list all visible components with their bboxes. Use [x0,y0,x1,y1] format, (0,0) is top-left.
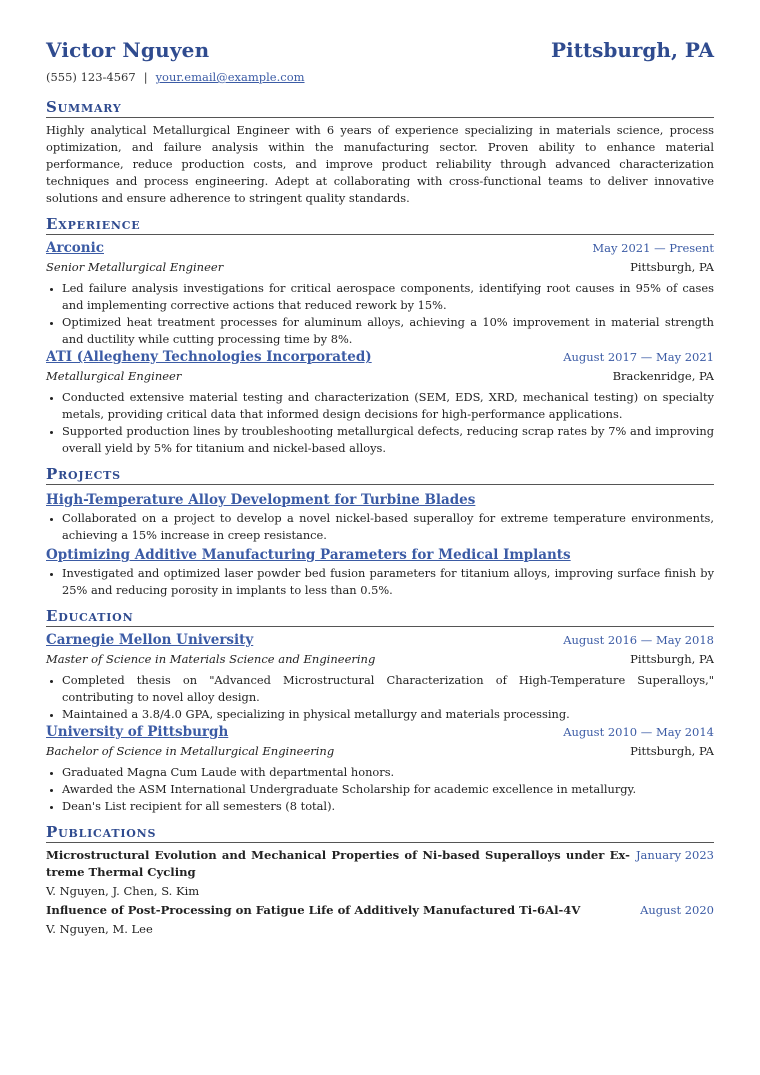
resume-page [46,38,714,940]
bullet-item: • Supported production lines by troubleshooting metallurgical defects, reducing scrap rates by 7% and improving overall yield by 5% for titanium and nickel-based alloys. [62,423,714,457]
project-entry [46,489,714,544]
section-title-education: Education [46,607,714,627]
contact-separator: | [143,70,148,84]
project-entry [46,544,714,599]
bullet-item: • Maintained a 3.8/4.0 GPA, specializing in physical metallurgy and materials processing. [62,706,714,723]
section-title-projects: Projects [46,465,714,485]
company-link[interactable]: ATI (Allegheny Technologies Incorporated) [46,349,372,365]
entry-location: Pittsburgh, PA [630,260,714,274]
phone-number: (555) 123-4567 [46,70,136,84]
entry-dates: May 2021 — Present [592,241,714,255]
candidate-name: Victor Nguyen [46,38,210,62]
company-link[interactable]: Arconic [46,240,104,256]
section-title-experience: Experience [46,215,714,235]
project-link[interactable]: High-Temperature Alloy Development for Turbine Blades [46,492,476,508]
bullet-list [46,280,714,348]
entry-location: Pittsburgh, PA [630,744,714,758]
publication-entry [46,847,714,900]
publication-date: August 2020 [640,903,714,917]
bullet-item: • Completed thesis on "Advanced Microstructural Characterization of High-Temperature Superalloys," contributing to novel alloy design. [62,672,714,706]
bullet-item: • Conducted extensive material testing and characterization (SEM, EDS, XRD, mechanical testing) on specialty metals, providing critical data that informed design decisions for high-performance applications. [62,389,714,423]
project-link[interactable]: Optimizing Additive Manufacturing Parameters for Medical Implants [46,547,571,563]
bullet-list [46,389,714,457]
publication-entry [46,902,714,938]
publication-authors: V. Nguyen, J. Chen, S. Kim [46,884,200,898]
bullet-item: • Dean's List recipient for all semesters (8 total). [62,798,714,815]
publication-title: Influence of Post-Processing on Fatigue Life of Additively Manufactured Ti-6Al-4V [46,903,581,917]
bullet-item: • Awarded the ASM International Undergraduate Scholarship for academic excellence in metallurgy. [62,781,714,798]
header [46,38,714,68]
entry-dates: August 2017 — May 2021 [563,350,714,364]
bullet-item: • Led failure analysis investigations for critical aerospace components, identifying root causes in 95% of cases and implementing corrective actions that reduced rework by 15%. [62,280,714,314]
bullet-item: • Investigated and optimized laser powder bed fusion parameters for titanium alloys, improving surface finish by 25% and reducing porosity in implants to less than 0.5%. [62,565,714,599]
school-link[interactable]: Carnegie Mellon University [46,632,254,648]
publication-date: January 2023 [635,848,714,862]
entry-location: Brackenridge, PA [612,369,714,383]
entry-dates: August 2010 — May 2014 [563,725,714,739]
education-entry [46,631,714,723]
entry-location: Pittsburgh, PA [630,652,714,666]
bullet-item: • Collaborated on a project to develop a novel nickel-based superalloy for extreme temperature environments, achieving a 15% increase in creep resistance. [62,510,714,544]
school-link[interactable]: University of Pittsburgh [46,724,229,740]
email-link[interactable]: your.email@example.com [155,70,305,84]
job-title: Senior Metallurgical Engineer [46,260,224,274]
experience-entry [46,348,714,457]
entry-dates: August 2016 — May 2018 [563,633,714,647]
bullet-list [46,565,714,599]
publication-title: Microstructural Evolution and Mechanical Properties of Ni-based Superalloys under Ex-treme Thermal Cycling [46,848,630,879]
bullet-item: • Graduated Magna Cum Laude with departmental honors. [62,764,714,781]
publication-authors: V. Nguyen, M. Lee [46,922,153,936]
bullet-list [46,672,714,723]
experience-entry [46,239,714,348]
section-title-publications: Publications [46,823,714,843]
education-entry [46,723,714,815]
summary-text: Highly analytical Metallurgical Engineer with 6 years of experience specializing in materials science, process optimization, and failure analysis within the manufacturing sector. Proven ability to enhance material performance, reduce production costs, and improve product reliability through advanced characterization techniques and process engineering. Adept at collaborating with cross-functional teams to deliver innovative solutions and ensure adherence to stringent quality standards. [46,123,714,205]
degree-title: Bachelor of Science in Metallurgical Engineering [46,744,335,758]
contact-line [46,70,714,90]
candidate-location: Pittsburgh, PA [551,38,714,62]
section-title-summary: Summary [46,98,714,118]
job-title: Metallurgical Engineer [46,369,182,383]
degree-title: Master of Science in Materials Science and Engineering [46,652,376,666]
bullet-list [46,510,714,544]
bullet-item: • Optimized heat treatment processes for aluminum alloys, achieving a 10% improvement in material strength and ductility while cutting processing time by 8%. [62,314,714,348]
bullet-list [46,764,714,815]
